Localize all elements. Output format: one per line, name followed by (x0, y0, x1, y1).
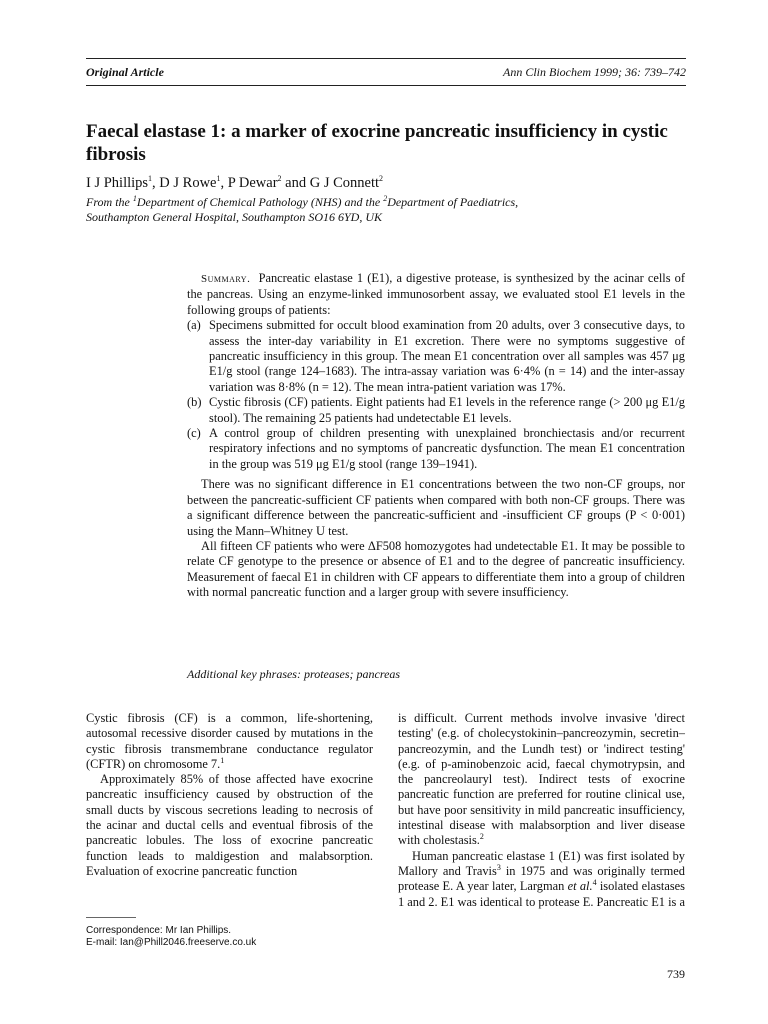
author: P Dewar (227, 175, 278, 191)
journal-citation: Ann Clin Biochem 1999; 36: 739–742 (503, 65, 686, 79)
abstract (187, 271, 685, 601)
body-paragraph: Cystic fibrosis (CF) is a common, life-shortening, autosomal recessive disorder caused by mutations in the cystic fibrosis transmembrane conductance regulator (CFTR) on chromosome 7.$^1$ (86, 711, 373, 771)
author: I J Phillips (86, 175, 149, 191)
group-list (187, 318, 685, 472)
author: D J Rowe (159, 175, 217, 191)
article-title: Faecal elastase 1: a marker of exocrine pancreatic insufficiency in cystic fibrosis (86, 121, 668, 165)
list-item: (a) Specimens submitted for occult blood examination from 20 adults, over 3 consecutive days, to assess the inter-day variability in E1 excretion. There were no symptoms suggestive of pancreatic insufficiency in this group. The mean E1 concentration over all samples was 457 μg E1/g stool (range 124–1683). The intra-assay variation was 6·4% (n = 14) and the inter-assay variation was 8·8% (n = 12). The mean intra-patient variation was 17%. (187, 318, 685, 394)
body-paragraph: Human pancreatic elastase 1 (E1) was first isolated by Mallory and Travis$^3$ in 1975 and was originally termed protease E. A year later, Largman et al.$^4$ isolated elastases 1 and 2. E1 was identical to protease E. Pancreatic E1 is a (398, 848, 685, 909)
footnote-divider (86, 917, 136, 918)
summary-paragraph: All fifteen CF patients who were ΔF508 homozygotes had undetectable E1. It may be possible to relate CF genotype to the presence or absence of E1 and to the degree of pancreatic insufficiency. Measurement of faecal E1 in children with CF appears to differentiate them into a group of children with normal pancreatic function and a larger group with severe insufficiency. (187, 538, 685, 600)
body-column-right (398, 711, 685, 910)
list-item: (b) Cystic fibrosis (CF) patients. Eight patients had E1 levels in the reference range (> 200 μg E1/g stool). The remaining 25 patients had undetectable E1 levels. (187, 395, 685, 425)
section-label: Original Article (86, 65, 164, 79)
list-item: (c) A control group of children presenting with unexplained bronchiectasis and/or recurrent respiratory infections and no symptoms of pancreatic dysfunction. The mean E1 concentration in the group was 519 μg E1/g stool (range 139–1941). (187, 426, 685, 471)
summary-paragraph: There was no significant difference in E1 concentrations between the two non-CF groups, nor between the pancreatic-sufficient CF patients when compared with both non-CF groups. There was a significant difference between the pancreatic-sufficient and -insufficient CF groups (P < 0·001) using the Mann–Whitney U test. (187, 477, 685, 538)
key-phrases: Additional key phrases: proteases; pancreas (187, 667, 401, 681)
correspondence-note: Correspondence: Mr Ian Phillips. E-mail: Ian@Phill2046.freeserve.co.uk (86, 925, 257, 948)
body-paragraph: is difficult. Current methods involve invasive 'direct testing' (e.g. of cholecystokinin–pancreozymin, secretin–pancreozymin, and the Lundh test) or 'indirect testing' (e.g. of p-aminobenzoic acid, faecal chymotrypsin, and the pancreolauryl test). Indirect tests of exocrine pancreatic function are preferred for routine clinical use, but have poor sensitivity in mild pancreatic insufficiency, intestinal disease with malabsorption and liver disease with cholestasis.$^2$ (398, 711, 685, 848)
affiliations: From the $^1$Department of Chemical Pathology (NHS) and the $^2$Department of Paediatrics, Southampton General Hospital, Southampton SO16 6YD, UK (86, 194, 519, 224)
summary-intro: Pancreatic elastase 1 (E1), a digestive protease, is synthesized by the acinar cells of the pancreas. Using an enzyme-linked immunosorbent assay, we evaluated stool E1 levels in the following groups of patients: (187, 271, 685, 317)
running-header (86, 58, 686, 86)
summary-label: Summary. (201, 273, 251, 285)
page-number: 739 (667, 967, 685, 981)
author-list: I J Phillips$^1$, D J Rowe$^1$, P Dewar$^2$ and G J Connett$^2$ (86, 174, 384, 191)
author: and G J Connett (285, 175, 380, 191)
body-paragraph: Approximately 85% of those affected have exocrine pancreatic insufficiency caused by obstruction of the small ducts by viscous secretions leading to necrosis of the acinar and ductal cells and eventual fibrosis of the pancreatic lobules. The loss of exocrine pancreatic function leads to maldigestion and malabsorption. Evaluation of exocrine pancreatic function (86, 772, 373, 878)
body-column-left (86, 711, 373, 879)
